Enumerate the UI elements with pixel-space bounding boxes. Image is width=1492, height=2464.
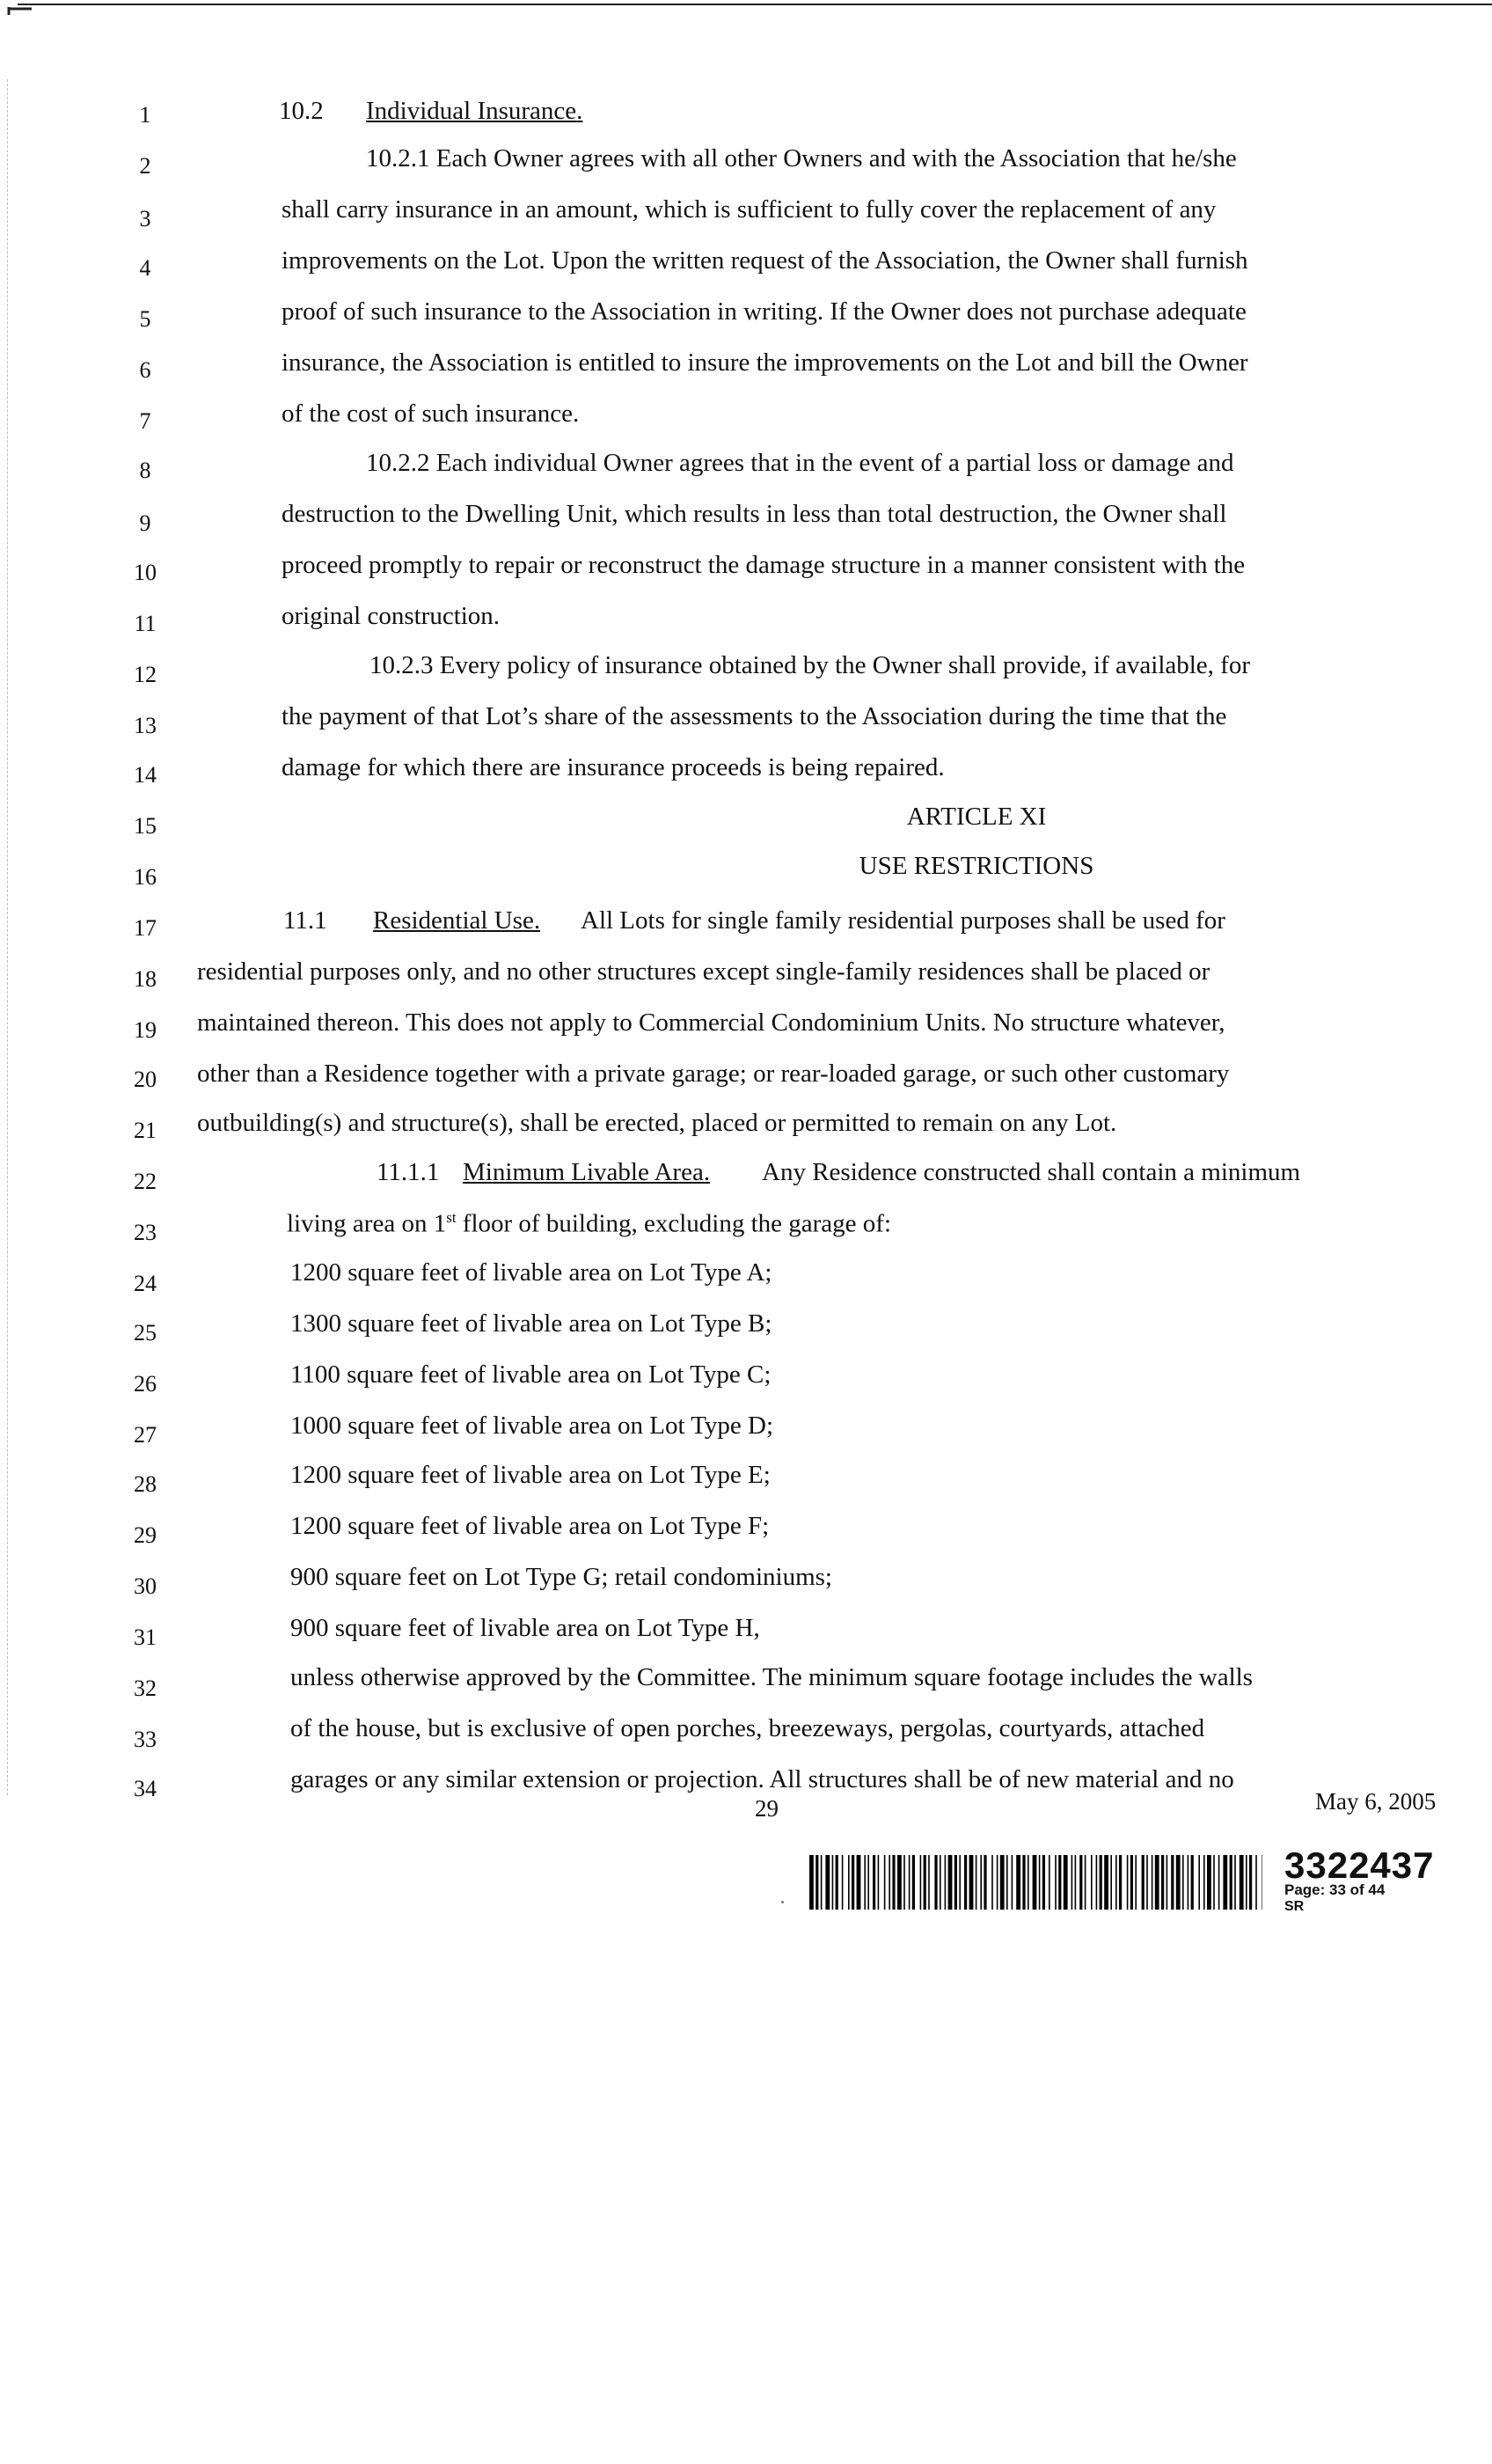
paragraph-line: of the cost of such insurance. <box>282 400 580 428</box>
barcode-bar <box>1167 1855 1168 1910</box>
barcode-bar <box>912 1855 915 1910</box>
section-heading: Residential Use. <box>373 906 541 935</box>
barcode-bar <box>867 1855 869 1910</box>
paragraph-line: 10.2.1 Each Owner agrees with all other Owners and with the Association that he/she <box>366 144 1237 172</box>
barcode-bar <box>1039 1855 1041 1910</box>
barcode-bar <box>991 1855 993 1910</box>
line-number: 28 <box>134 1471 157 1497</box>
barcode-bar <box>976 1855 977 1910</box>
barcode-bar <box>934 1855 937 1910</box>
barcode-bar <box>1075 1855 1077 1910</box>
paragraph-line: garages or any similar extension or projection. All structures shall be of new material and no <box>290 1765 1234 1793</box>
recording-code: SR <box>1284 1899 1305 1914</box>
line-number: 16 <box>134 864 157 890</box>
paragraph-line: shall carry insurance in an amount, which is sufficient to fully cover the replacement of any <box>282 195 1217 224</box>
barcode-bar <box>1203 1855 1205 1910</box>
barcode-bar <box>897 1855 902 1910</box>
barcode-bar <box>1055 1855 1057 1910</box>
barcode-bar <box>964 1855 967 1910</box>
barcode-bar <box>1049 1855 1050 1910</box>
line-number: 20 <box>134 1067 157 1092</box>
line-number: 15 <box>134 813 157 839</box>
article-title: USE RESTRICTIONS <box>859 852 1094 880</box>
barcode-bar <box>1079 1855 1082 1910</box>
barcode-bar <box>969 1855 974 1910</box>
barcode-bar <box>1022 1855 1025 1910</box>
line-number: 6 <box>139 357 151 383</box>
scan-edge-mark <box>7 79 10 1795</box>
barcode-bar <box>1012 1855 1013 1910</box>
barcode-bar <box>1142 1855 1145 1910</box>
barcode-bar <box>1191 1855 1194 1910</box>
paragraph-line <box>287 1209 891 1239</box>
barcode-bar <box>825 1855 830 1910</box>
barcode-bar <box>1130 1855 1133 1910</box>
list-item: 900 square feet of livable area on Lot Type H, <box>290 1614 760 1642</box>
line-number: 26 <box>134 1371 157 1397</box>
top-border-rule <box>18 4 1492 5</box>
list-item: 1000 square feet of livable area on Lot Type D; <box>290 1412 774 1440</box>
barcode-bar <box>1155 1855 1159 1910</box>
paragraph-line: the payment of that Lot’s share of the assessments to the Association during the time that the <box>282 702 1227 730</box>
line-number: 25 <box>134 1320 157 1346</box>
barcode-bar <box>945 1855 947 1910</box>
line-number: 8 <box>139 458 151 483</box>
list-item: 1200 square feet of livable area on Lot Type F; <box>290 1512 770 1540</box>
barcode-bar <box>1096 1855 1098 1910</box>
barcode-bar <box>1064 1855 1068 1910</box>
barcode-bar <box>864 1855 866 1910</box>
line-number: 22 <box>134 1169 157 1194</box>
barcode-bar <box>1182 1855 1184 1910</box>
barcode-bar <box>1104 1855 1108 1910</box>
paragraph-line: 10.2.2 Each individual Owner agrees that in the event of a partial loss or damage and <box>366 449 1234 477</box>
barcode-bar <box>889 1855 890 1910</box>
barcode-bar <box>1223 1855 1227 1910</box>
paragraph-line: 10.2.3 Every policy of insurance obtained by the Owner shall provide, if available, for <box>369 651 1250 679</box>
barcode-bar <box>857 1855 861 1910</box>
barcode-bar <box>940 1855 941 1910</box>
recording-number: 3322437 <box>1284 1844 1435 1886</box>
barcode-bar <box>878 1855 880 1910</box>
barcode-bar <box>948 1855 953 1910</box>
paragraph-line: destruction to the Dwelling Unit, which results in less than total destruction, the Owner shall <box>282 500 1227 528</box>
barcode-bar <box>909 1855 911 1910</box>
barcode-bar <box>1207 1855 1211 1910</box>
line-number: 13 <box>134 713 157 738</box>
line-number: 21 <box>134 1118 157 1143</box>
barcode-bar <box>1115 1855 1117 1910</box>
superscript: st <box>446 1209 457 1226</box>
paragraph-line: Any Residence constructed shall contain a minimum <box>762 1158 1301 1186</box>
barcode-bar <box>1110 1855 1112 1910</box>
paragraph-line: improvements on the Lot. Upon the written request of the Association, the Owner shall furnish <box>282 246 1248 275</box>
barcode-bar <box>1249 1855 1252 1910</box>
line-number: 33 <box>134 1727 157 1752</box>
barcode-bar <box>924 1855 926 1910</box>
barcode-bar <box>954 1855 957 1910</box>
barcode-bar <box>1171 1855 1174 1910</box>
line-number: 23 <box>134 1220 157 1245</box>
barcode-bar <box>892 1855 895 1910</box>
barcode-bar <box>980 1855 982 1910</box>
paragraph-line: original construction. <box>282 602 501 630</box>
barcode-bar <box>873 1855 875 1910</box>
barcode-bar <box>1255 1855 1257 1910</box>
barcode-bar <box>1091 1855 1093 1910</box>
barcode-bar <box>1218 1855 1220 1910</box>
line-number: 29 <box>134 1522 157 1548</box>
section-heading: Minimum Livable Area. <box>463 1158 711 1186</box>
paragraph-line: damage for which there are insurance proceeds is being repaired. <box>282 753 945 781</box>
line-number: 9 <box>139 510 151 536</box>
barcode-bar <box>984 1855 986 1910</box>
barcode-bar <box>815 1855 818 1910</box>
barcode-bar <box>842 1855 844 1910</box>
barcode-bar <box>903 1855 905 1910</box>
list-item: 1300 square feet of livable area on Lot Type B; <box>290 1309 772 1338</box>
barcode-bar <box>1188 1855 1189 1910</box>
line-number: 30 <box>134 1573 157 1599</box>
barcode-bar <box>1246 1855 1247 1910</box>
paragraph-line: insurance, the Association is entitled to insure the improvements on the Lot and bill the Owner <box>282 348 1248 377</box>
scan-speck <box>781 1901 784 1903</box>
text-run: floor of building, excluding the garage of: <box>456 1209 892 1238</box>
barcode <box>809 1855 1262 1910</box>
barcode-bar <box>1146 1855 1148 1910</box>
corner-mark <box>7 5 33 16</box>
line-number: 3 <box>139 206 151 231</box>
barcode-bar <box>1071 1855 1073 1910</box>
list-item: 1100 square feet of livable area on Lot Type C; <box>290 1360 772 1389</box>
section-heading: Individual Insurance. <box>366 97 583 125</box>
line-number: 11 <box>134 611 157 636</box>
line-number: 18 <box>134 966 157 992</box>
list-item: 1200 square feet of livable area on Lot Type E; <box>290 1461 771 1489</box>
line-number: 12 <box>134 662 157 687</box>
line-number: 32 <box>134 1676 157 1701</box>
line-number: 17 <box>134 915 157 941</box>
paragraph-line: proceed promptly to repair or reconstruct the damage structure in a manner consistent with the <box>282 551 1246 579</box>
barcode-bar <box>1000 1855 1005 1910</box>
barcode-bar <box>1230 1855 1232 1910</box>
barcode-bar <box>1234 1855 1236 1910</box>
article-number: ARTICLE XI <box>906 803 1047 831</box>
barcode-bar <box>1042 1855 1045 1910</box>
barcode-bar <box>1006 1855 1008 1910</box>
paragraph-line: proof of such insurance to the Association in writing. If the Owner does not purchase adequate <box>282 297 1247 326</box>
line-number: 24 <box>134 1271 157 1296</box>
list-item: 900 square feet on Lot Type G; retail condominiums; <box>290 1563 832 1591</box>
line-number: 5 <box>139 306 151 332</box>
document-date: May 6, 2005 <box>1315 1788 1437 1815</box>
barcode-bar <box>884 1855 886 1910</box>
barcode-bar <box>1033 1855 1037 1910</box>
barcode-bar <box>1100 1855 1102 1910</box>
barcode-bar <box>1198 1855 1200 1910</box>
barcode-bar <box>1213 1855 1215 1910</box>
recording-page-info: Page: 33 of 44 <box>1284 1881 1386 1898</box>
paragraph-line: outbuilding(s) and structure(s), shall be erected, placed or permitted to remain on any Lot. <box>197 1109 1117 1137</box>
barcode-bar <box>959 1855 961 1910</box>
line-number: 4 <box>139 255 151 281</box>
line-number: 14 <box>134 762 157 788</box>
page-number: 29 <box>755 1795 779 1822</box>
section-number: 11.1 <box>283 906 327 935</box>
barcode-bar <box>1161 1855 1164 1910</box>
line-number: 7 <box>139 408 151 434</box>
barcode-bar <box>1028 1855 1029 1910</box>
barcode-bar <box>1127 1855 1129 1910</box>
paragraph-line: unless otherwise approved by the Committee. The minimum square footage includes the walls <box>290 1663 1253 1691</box>
barcode-bar <box>997 1855 998 1910</box>
barcode-bar <box>1119 1855 1122 1910</box>
barcode-bar <box>1135 1855 1137 1910</box>
barcode-bar <box>920 1855 922 1910</box>
barcode-bar <box>928 1855 930 1910</box>
barcode-bar <box>1176 1855 1181 1910</box>
line-number: 34 <box>134 1776 157 1801</box>
line-number: 10 <box>134 560 157 585</box>
barcode-bar <box>852 1855 854 1910</box>
section-number: 10.2 <box>279 97 324 125</box>
paragraph-line: other than a Residence together with a private garage; or rear-loaded garage, or such other customary <box>197 1060 1230 1088</box>
list-item: 1200 square feet of livable area on Lot Type A; <box>290 1258 772 1287</box>
barcode-bar <box>821 1855 823 1910</box>
barcode-bar <box>832 1855 834 1910</box>
line-number: 27 <box>134 1422 157 1448</box>
line-number: 19 <box>134 1017 157 1043</box>
paragraph-line: All Lots for single family residential purposes shall be used for <box>581 906 1225 935</box>
line-number: 1 <box>139 102 151 128</box>
section-number: 11.1.1 <box>377 1158 440 1186</box>
barcode-bar <box>1058 1855 1061 1910</box>
line-number: 2 <box>139 153 151 179</box>
barcode-bar <box>1152 1855 1153 1910</box>
paragraph-line: residential purposes only, and no other structures except single-family residences shall be placed or <box>197 957 1210 986</box>
line-number: 31 <box>134 1624 157 1650</box>
barcode-bar <box>836 1855 838 1910</box>
barcode-bar <box>848 1855 850 1910</box>
barcode-bar <box>809 1855 814 1910</box>
barcode-bar <box>1085 1855 1086 1910</box>
barcode-bar <box>1016 1855 1020 1910</box>
barcode-bar <box>1240 1855 1244 1910</box>
paragraph-line: maintained thereon. This does not apply to Commercial Condominium Units. No structure whatever, <box>197 1008 1225 1037</box>
paragraph-line: of the house, but is exclusive of open porches, breezeways, pergolas, courtyards, attached <box>290 1714 1205 1742</box>
text-run: living area on 1 <box>287 1209 447 1238</box>
